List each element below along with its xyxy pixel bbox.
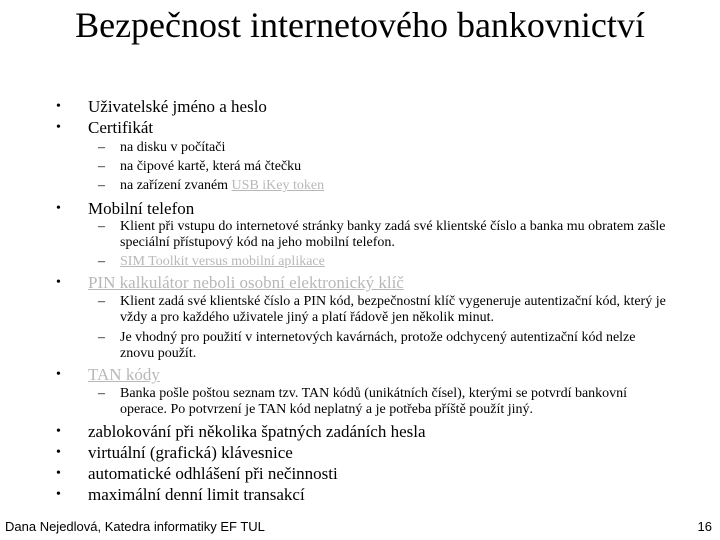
bullet-icon: •: [56, 201, 61, 216]
bullet-text: automatické odhlášení při nečinnosti: [88, 464, 338, 483]
sub-text: Klient při vstupu do internetové stránky banky zadá své klientské číslo a banka mu obratem zašle speciální přístupový kód na jeho mobilní telefon.: [120, 219, 666, 250]
usb-ikey-link[interactable]: USB iKey token: [231, 178, 325, 193]
dash-icon: –: [98, 294, 105, 309]
pin-calculator-link[interactable]: PIN kalkulátor neboli osobní elektronický klíč: [88, 273, 404, 292]
bullet-icon: •: [56, 367, 61, 382]
tan-codes-link[interactable]: TAN kódy: [88, 365, 160, 384]
dash-icon: –: [98, 178, 105, 193]
sub-text: Je vhodný pro použití v internetových kavárnách, protože odchycený autentizační kód nelze znovu použít.: [120, 330, 636, 361]
footer-author: Dana Nejedlová, Katedra informatiky EF TUL: [5, 519, 265, 534]
sim-toolkit-link[interactable]: SIM Toolkit versus mobilní aplikace: [120, 254, 325, 269]
bullet-text: virtuální (grafická) klávesnice: [88, 443, 293, 462]
dash-icon: –: [98, 254, 105, 269]
slide-title: Bezpečnost internetového bankovnictví: [75, 5, 645, 45]
page-number: 16: [697, 519, 712, 534]
bullet-text: maximální denní limit transakcí: [88, 485, 305, 504]
bullet-text: Certifikát: [88, 118, 154, 137]
sub-text: Klient zadá své klientské číslo a PIN kód, bezpečnostní klíč vygeneruje autentizační kód, který je vždy a pro každého uživatele jiný a platí řádově jen několik minut.: [120, 294, 666, 325]
bullet-icon: •: [56, 466, 61, 481]
dash-icon: –: [98, 330, 105, 345]
sub-text: [120, 178, 668, 194]
sub-text: na čipové kartě, která má čtečku: [120, 159, 302, 174]
bullet-icon: •: [56, 445, 61, 460]
dash-icon: –: [98, 140, 105, 155]
bullet-text: zablokování při několika špatných zadáních hesla: [88, 422, 426, 441]
sub-text-prefix: na zařízení zvaném: [120, 178, 232, 193]
bullet-text: Uživatelské jméno a heslo: [88, 97, 267, 116]
bullet-icon: •: [56, 120, 61, 135]
bullet-icon: •: [56, 99, 61, 114]
bullet-icon: •: [56, 487, 61, 502]
bullet-icon: •: [56, 424, 61, 439]
bullet-icon: •: [56, 275, 61, 290]
dash-icon: –: [98, 219, 105, 234]
dash-icon: –: [98, 386, 105, 401]
sub-text: na disku v počítači: [120, 140, 226, 155]
bullet-text: Mobilní telefon: [88, 199, 195, 218]
dash-icon: –: [98, 159, 105, 174]
sub-text: Banka pošle poštou seznam tzv. TAN kódů (unikátních čísel), kterými se potvrdí bankovní operace. Po potvrzení je TAN kód neplatný a je potřeba příště použít jiný.: [120, 386, 628, 417]
